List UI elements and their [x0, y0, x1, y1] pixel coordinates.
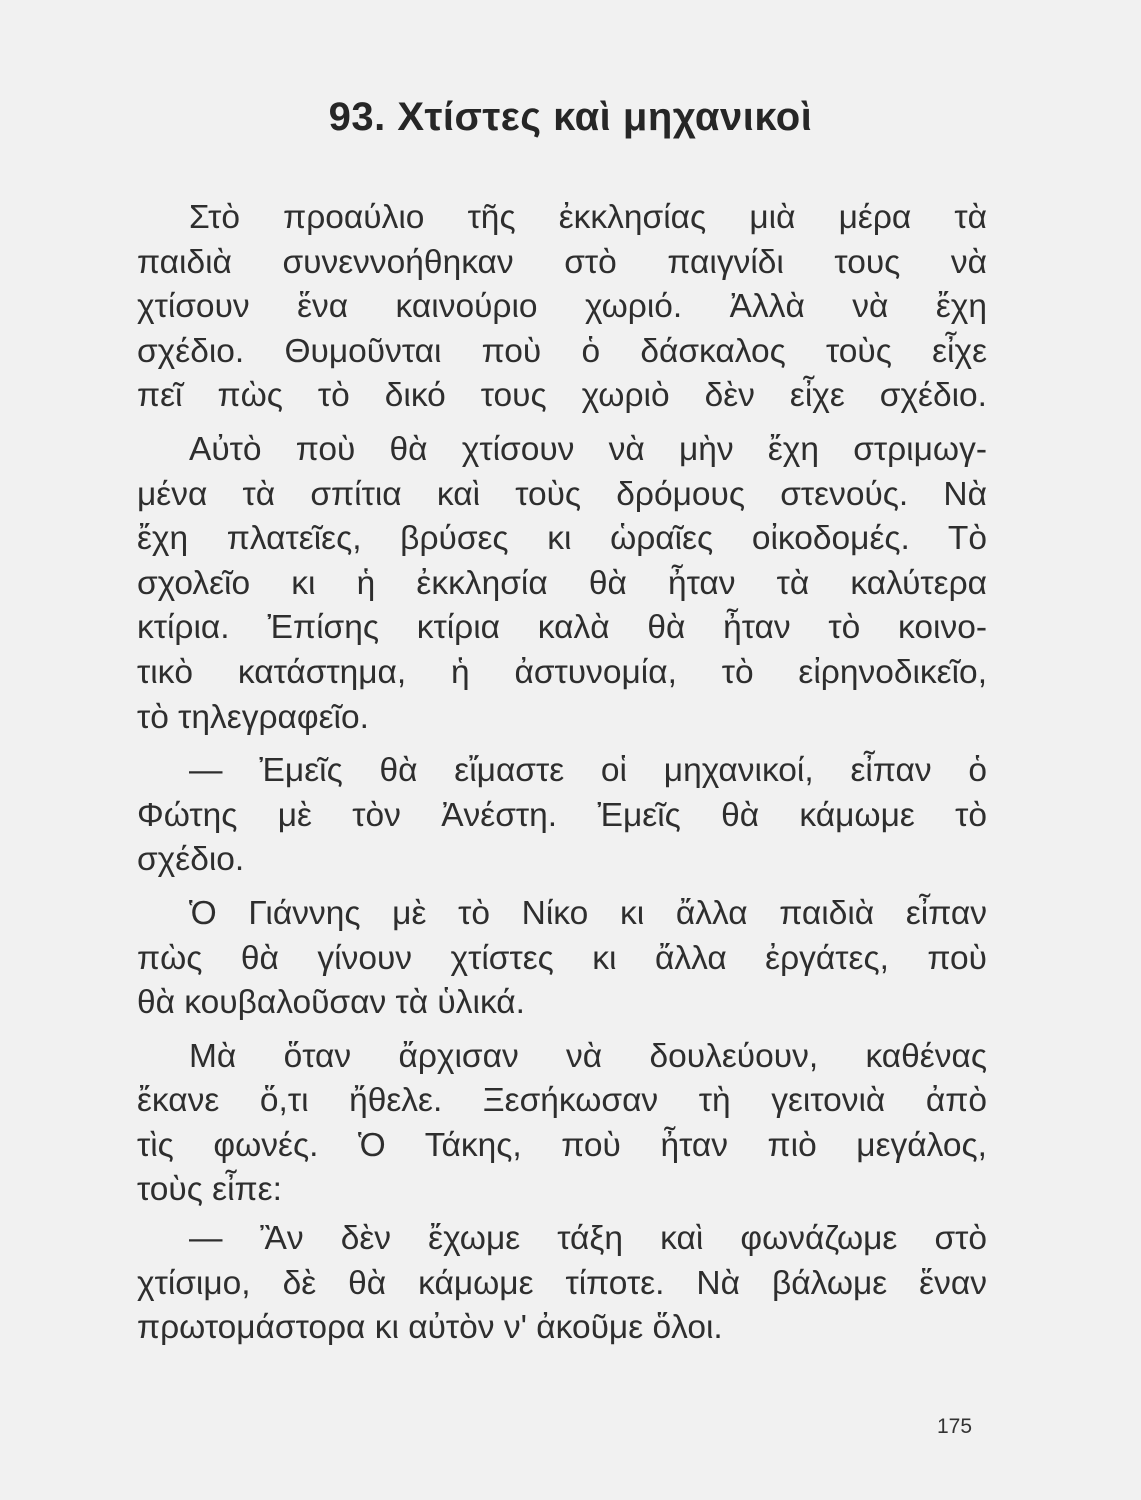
text-line: σχέδιο.: [137, 841, 245, 879]
text-line: θὰ κουβαλοῦσαν τὰ ὑλικά.: [137, 984, 525, 1022]
text-line: χτίσουν ἕνα καινούριο χωριό. Ἀλλὰ νὰ ἔχη: [137, 288, 987, 326]
text-line: τοὺς εἶπε:: [137, 1171, 282, 1209]
text-line: Αὐτὸ ποὺ θὰ χτίσουν νὰ μὴν ἔχη στριμωγ-: [189, 430, 987, 468]
text-line: τὸ τηλεγραφεῖο.: [137, 698, 369, 736]
text-line: μένα τὰ σπίτια καὶ τοὺς δρόμους στενούς. Νὰ: [137, 475, 987, 513]
text-line: — Ἐμεῖς θὰ εἴμαστε οἱ μηχανικοί, εἶπαν ὁ: [189, 752, 987, 790]
text-line: πὼς θὰ γίνουν χτίστες κι ἄλλα ἐργάτες, ποὺ: [137, 939, 987, 977]
text-line: ἔκανε ὅ,τι ἤθελε. Ξεσήκωσαν τὴ γειτονιὰ ἀπὸ: [137, 1082, 987, 1120]
text-line: Ὁ Γιάννης μὲ τὸ Νίκο κι ἄλλα παιδιὰ εἶπαν: [189, 894, 987, 932]
text-line: — Ἂν δὲν ἔχωμε τάξη καὶ φωνάζωμε στὸ: [189, 1220, 987, 1258]
text-line: Φώτης μὲ τὸν Ἀνέστη. Ἐμεῖς θὰ κάμωμε τὸ: [137, 796, 987, 834]
paragraph-5: [137, 1035, 987, 1213]
text-line: κτίρια. Ἐπίσης κτίρια καλὰ θὰ ἦταν τὸ κοινο-: [137, 609, 987, 647]
page-number: 175: [937, 1415, 973, 1438]
text-line: πεῖ πὼς τὸ δικό τους χωριὸ δὲν εἶχε σχέδιο.: [137, 377, 987, 415]
paragraph-2: [137, 428, 987, 740]
text-line: Στὸ προαύλιο τῆς ἐκκλησίας μιὰ μέρα τὰ: [189, 199, 987, 236]
text-line: πρωτομάστορα κι αὐτὸν ν' ἀκοῦμε ὅλοι.: [137, 1309, 723, 1347]
text-line: σχολεῖο κι ἡ ἐκκλησία θὰ ἦταν τὰ καλύτερα: [137, 564, 987, 602]
text-line: χτίσιμο, δὲ θὰ κάμωμε τίποτε. Νὰ βάλωμε ἕναν: [137, 1264, 987, 1302]
text-line: τικὸ κατάστημα, ἡ ἀστυνομία, τὸ εἰρηνοδικεῖο,: [137, 653, 987, 691]
text-line: Μὰ ὅταν ἄρχισαν νὰ δουλεύουν, καθένας: [189, 1037, 987, 1075]
paragraph-1: [137, 196, 987, 419]
text-line: ἔχη πλατεῖες, βρύσες κι ὡραῖες οἰκοδομές. Τὸ: [137, 520, 987, 558]
text-line: παιδιὰ συνεννοήθηκαν στὸ παιγνίδι τους νὰ: [137, 243, 987, 281]
text-line: σχέδιο. Θυμοῦνται ποὺ ὁ δάσκαλος τοὺς εἶχε: [137, 332, 987, 370]
paragraph-6: [137, 1217, 987, 1351]
body-text: [137, 196, 987, 1351]
paragraph-4: [137, 892, 987, 1026]
paragraph-3: [137, 749, 987, 883]
text-line: τὶς φωνές. Ὁ Τάκης, ποὺ ἦταν πιὸ μεγάλος,: [137, 1126, 987, 1164]
chapter-title: 93. Χτίστες καὶ μηχανικοὶ: [328, 95, 813, 139]
